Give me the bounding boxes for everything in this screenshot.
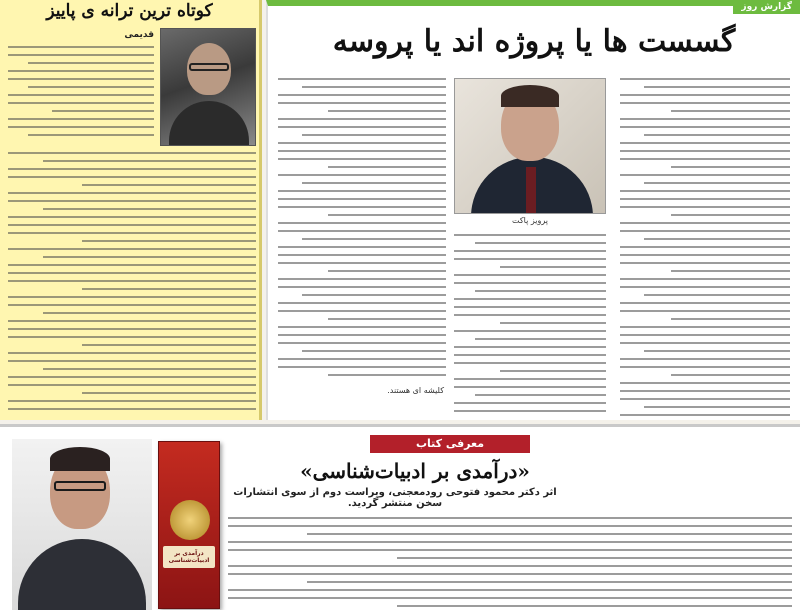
main-article-photo: [454, 78, 606, 214]
main-article-title: گسست ها یا پروژه اند یا پروسه: [332, 24, 736, 59]
main-section-label: گزارش روز: [733, 0, 800, 14]
main-article-end: کلیشه ای هستند.: [387, 386, 444, 395]
main-photo-caption: پرویز پاکت: [511, 216, 548, 225]
left-body-text-bottom: [8, 152, 256, 414]
main-body-col-center: [454, 234, 606, 414]
main-body-col-left: [278, 78, 446, 382]
book-review-article: [0, 424, 800, 610]
left-author-photo: [160, 28, 256, 146]
book-cover-image: [158, 441, 220, 609]
left-article-title: کوتاه ترین ترانه ی پاییز: [46, 1, 213, 21]
book-author-photo: [12, 439, 152, 610]
main-article: [266, 0, 800, 420]
book-cover-title: درآمدی بر ادبیات‌شناسی: [168, 550, 210, 564]
left-column-article: [0, 0, 262, 420]
left-author-name: قدیمی: [124, 30, 154, 40]
book-review-title: «درآمدی بر ادبیات‌شناسی»: [300, 459, 530, 483]
main-body-col-right: [620, 78, 790, 418]
left-body-text-top: [8, 46, 154, 146]
book-review-body-text: [228, 517, 792, 609]
book-review-subtitle: اثر دکتر محمود فتوحی رودمعجنی، ویراست دوم از سوی انتشارات سخن منتشر گردید.: [233, 487, 557, 509]
book-review-section-label: معرفی کتاب: [370, 435, 530, 453]
